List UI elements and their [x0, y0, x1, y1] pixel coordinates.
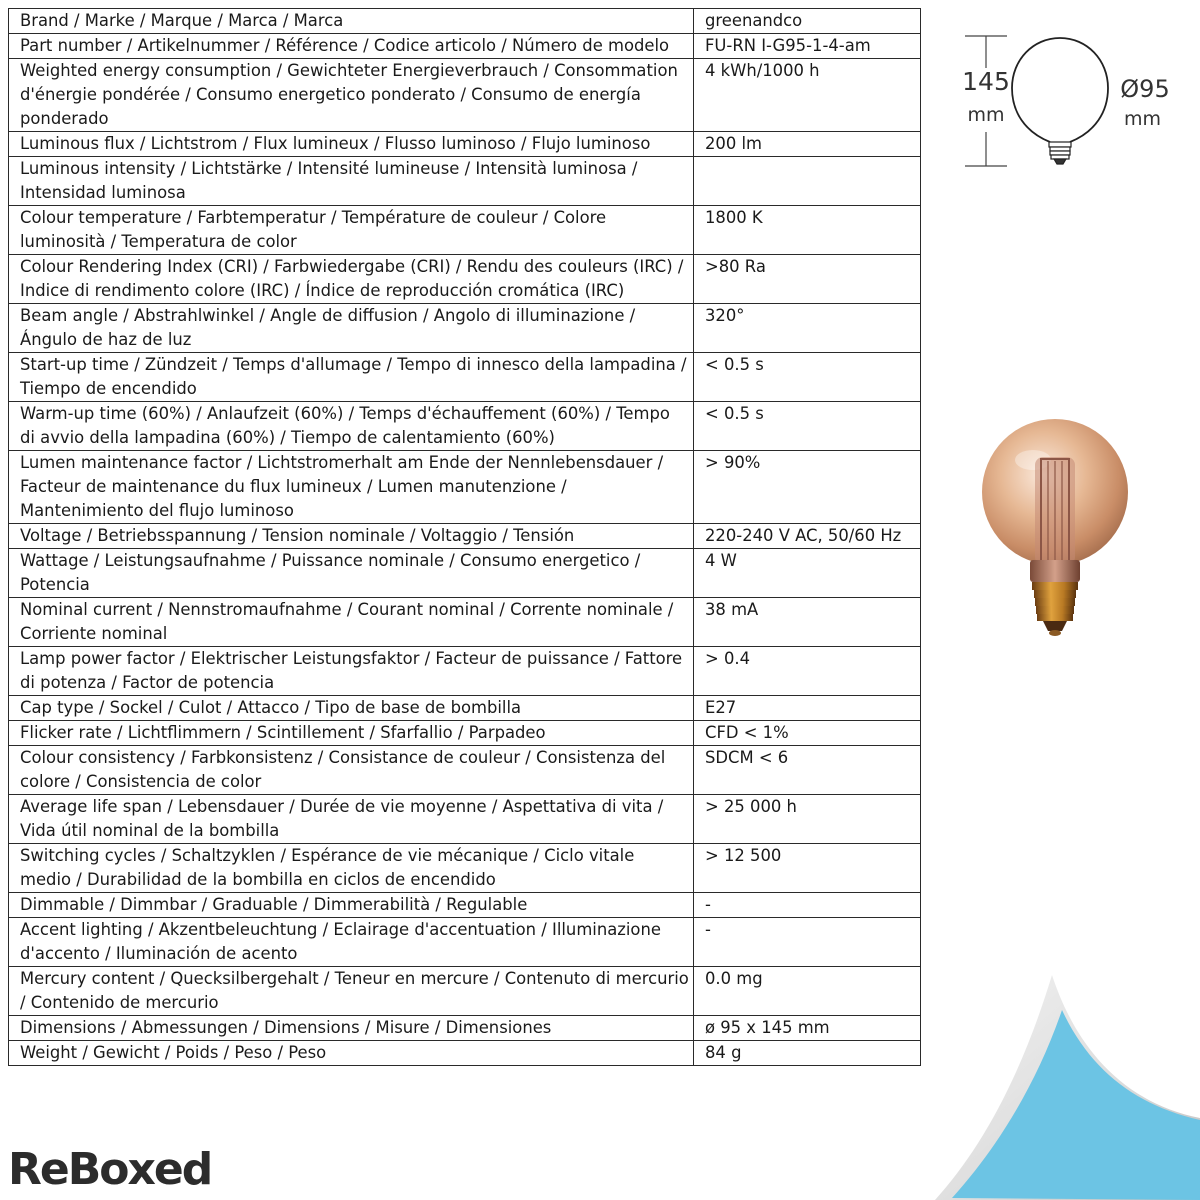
spec-value: 200 lm — [694, 132, 921, 157]
spec-label: Luminous flux / Lichtstrom / Flux lumineux / Flusso luminoso / Flujo luminoso — [9, 132, 694, 157]
spec-label: Average life span / Lebensdauer / Durée de vie moyenne / Aspettativa di vita / Vida útil nominal de la bombilla — [9, 795, 694, 844]
spec-label: Weight / Gewicht / Poids / Peso / Peso — [9, 1041, 694, 1066]
spec-label: Switching cycles / Schaltzyklen / Espérance de vie mécanique / Ciclo vitale medio / Durabilidad de la bombilla en ciclos de encendido — [9, 844, 694, 893]
spec-value: > 0.4 — [694, 647, 921, 696]
spec-value: 84 g — [694, 1041, 921, 1066]
spec-row — [9, 132, 921, 157]
spec-label: Beam angle / Abstrahlwinkel / Angle de diffusion / Angolo di illuminazione / Ángulo de haz de luz — [9, 304, 694, 353]
spec-row — [9, 746, 921, 795]
spec-row — [9, 59, 921, 132]
spec-label: Start-up time / Zündzeit / Temps d'allumage / Tempo di innesco della lampadina / Tiempo de encendido — [9, 353, 694, 402]
spec-value: 0.0 mg — [694, 967, 921, 1016]
spec-row — [9, 34, 921, 59]
dimension-drawing — [955, 30, 1175, 180]
spec-value: FU-RN I-G95-1-4-am — [694, 34, 921, 59]
spec-label: Dimensions / Abmessungen / Dimensions / Misure / Dimensiones — [9, 1016, 694, 1041]
spec-label: Weighted energy consumption / Gewichteter Energieverbrauch / Consommation d'énergie pondérée / Consumo energetico ponderato / Consumo de energía ponderado — [9, 59, 694, 132]
spec-label: Brand / Marke / Marque / Marca / Marca — [9, 9, 694, 34]
spec-row — [9, 524, 921, 549]
spec-row — [9, 206, 921, 255]
diameter-value: Ø95 — [1120, 75, 1170, 103]
spec-row — [9, 967, 921, 1016]
spec-value: > 12 500 — [694, 844, 921, 893]
spec-value: 4 W — [694, 549, 921, 598]
spec-value: E27 — [694, 696, 921, 721]
spec-row — [9, 353, 921, 402]
spec-label: Colour temperature / Farbtemperatur / Température de couleur / Colore luminosità / Temperatura de color — [9, 206, 694, 255]
spec-value: - — [694, 918, 921, 967]
spec-row — [9, 598, 921, 647]
spec-value: < 0.5 s — [694, 353, 921, 402]
spec-label: Mercury content / Quecksilbergehalt / Teneur en mercure / Contenuto di mercurio / Contenido de mercurio — [9, 967, 694, 1016]
spec-row — [9, 451, 921, 524]
spec-table — [8, 8, 921, 1066]
spec-label: Warm-up time (60%) / Anlaufzeit (60%) / Temps d'échauffement (60%) / Tempo di avvio della lampadina (60%) / Tiempo de calentamiento (60%) — [9, 402, 694, 451]
spec-row — [9, 157, 921, 206]
reboxed-logo: ReBoxed — [8, 1144, 212, 1195]
spec-row — [9, 918, 921, 967]
spec-table-body — [9, 9, 921, 1066]
spec-label: Lamp power factor / Elektrischer Leistungsfaktor / Facteur de puissance / Fattore di potenza / Factor de potencia — [9, 647, 694, 696]
spec-label: Accent lighting / Akzentbeleuchtung / Eclairage d'accentuation / Illuminazione d'accento / Iluminación de acento — [9, 918, 694, 967]
spec-row — [9, 1016, 921, 1041]
spec-value: 220-240 V AC, 50/60 Hz — [694, 524, 921, 549]
spec-value: 1800 K — [694, 206, 921, 255]
spec-value: > 25 000 h — [694, 795, 921, 844]
spec-row — [9, 304, 921, 353]
spec-value: 4 kWh/1000 h — [694, 59, 921, 132]
spec-label: Voltage / Betriebsspannung / Tension nominale / Voltaggio / Tensión — [9, 524, 694, 549]
page-curl-icon — [920, 970, 1200, 1200]
spec-label: Wattage / Leistungsaufnahme / Puissance nominale / Consumo energetico / Potencia — [9, 549, 694, 598]
spec-row — [9, 402, 921, 451]
spec-label: Colour Rendering Index (CRI) / Farbwiedergabe (CRI) / Rendu des couleurs (IRC) / Indice di rendimento colore (IRC) / Índice de reproducción cromática (IRC) — [9, 255, 694, 304]
spec-label: Cap type / Sockel / Culot / Attacco / Tipo de base de bombilla — [9, 696, 694, 721]
spec-label: Colour consistency / Farbkonsistenz / Consistance de couleur / Consistenza del colore / Consistencia de color — [9, 746, 694, 795]
spec-row — [9, 893, 921, 918]
spec-label: Part number / Artikelnummer / Référence / Codice articolo / Número de modelo — [9, 34, 694, 59]
spec-row — [9, 255, 921, 304]
spec-value: 38 mA — [694, 598, 921, 647]
spec-label: Nominal current / Nennstromaufnahme / Courant nominal / Corrente nominale / Corriente nominal — [9, 598, 694, 647]
spec-value: >80 Ra — [694, 255, 921, 304]
spec-row — [9, 9, 921, 34]
spec-row — [9, 1041, 921, 1066]
spec-value: ø 95 x 145 mm — [694, 1016, 921, 1041]
spec-row — [9, 696, 921, 721]
spec-row — [9, 721, 921, 746]
bulb-product-image — [975, 415, 1135, 645]
spec-label: Luminous intensity / Lichtstärke / Intensité lumineuse / Intensità luminosa / Intensidad luminosa — [9, 157, 694, 206]
height-value: 145 — [962, 67, 1010, 96]
spec-row — [9, 844, 921, 893]
height-unit: mm — [967, 104, 1005, 126]
spec-label: Lumen maintenance factor / Lichtstromerhalt am Ende der Nennlebensdauer / Facteur de maintenance du flux lumineux / Lumen manutenzione / Mantenimiento del flujo luminoso — [9, 451, 694, 524]
spec-value: < 0.5 s — [694, 402, 921, 451]
spec-label: Dimmable / Dimmbar / Graduable / Dimmerabilità / Regulable — [9, 893, 694, 918]
spec-value — [694, 157, 921, 206]
spec-value: - — [694, 893, 921, 918]
spec-value: 320° — [694, 304, 921, 353]
diameter-unit: mm — [1123, 108, 1162, 130]
spec-value: greenandco — [694, 9, 921, 34]
spec-row — [9, 549, 921, 598]
spec-value: SDCM < 6 — [694, 746, 921, 795]
spec-value: > 90% — [694, 451, 921, 524]
spec-value: CFD < 1% — [694, 721, 921, 746]
spec-row — [9, 795, 921, 844]
light-bulb-icon — [975, 415, 1135, 645]
spec-row — [9, 647, 921, 696]
spec-label: Flicker rate / Lichtflimmern / Scintillement / Sfarfallio / Parpadeo — [9, 721, 694, 746]
